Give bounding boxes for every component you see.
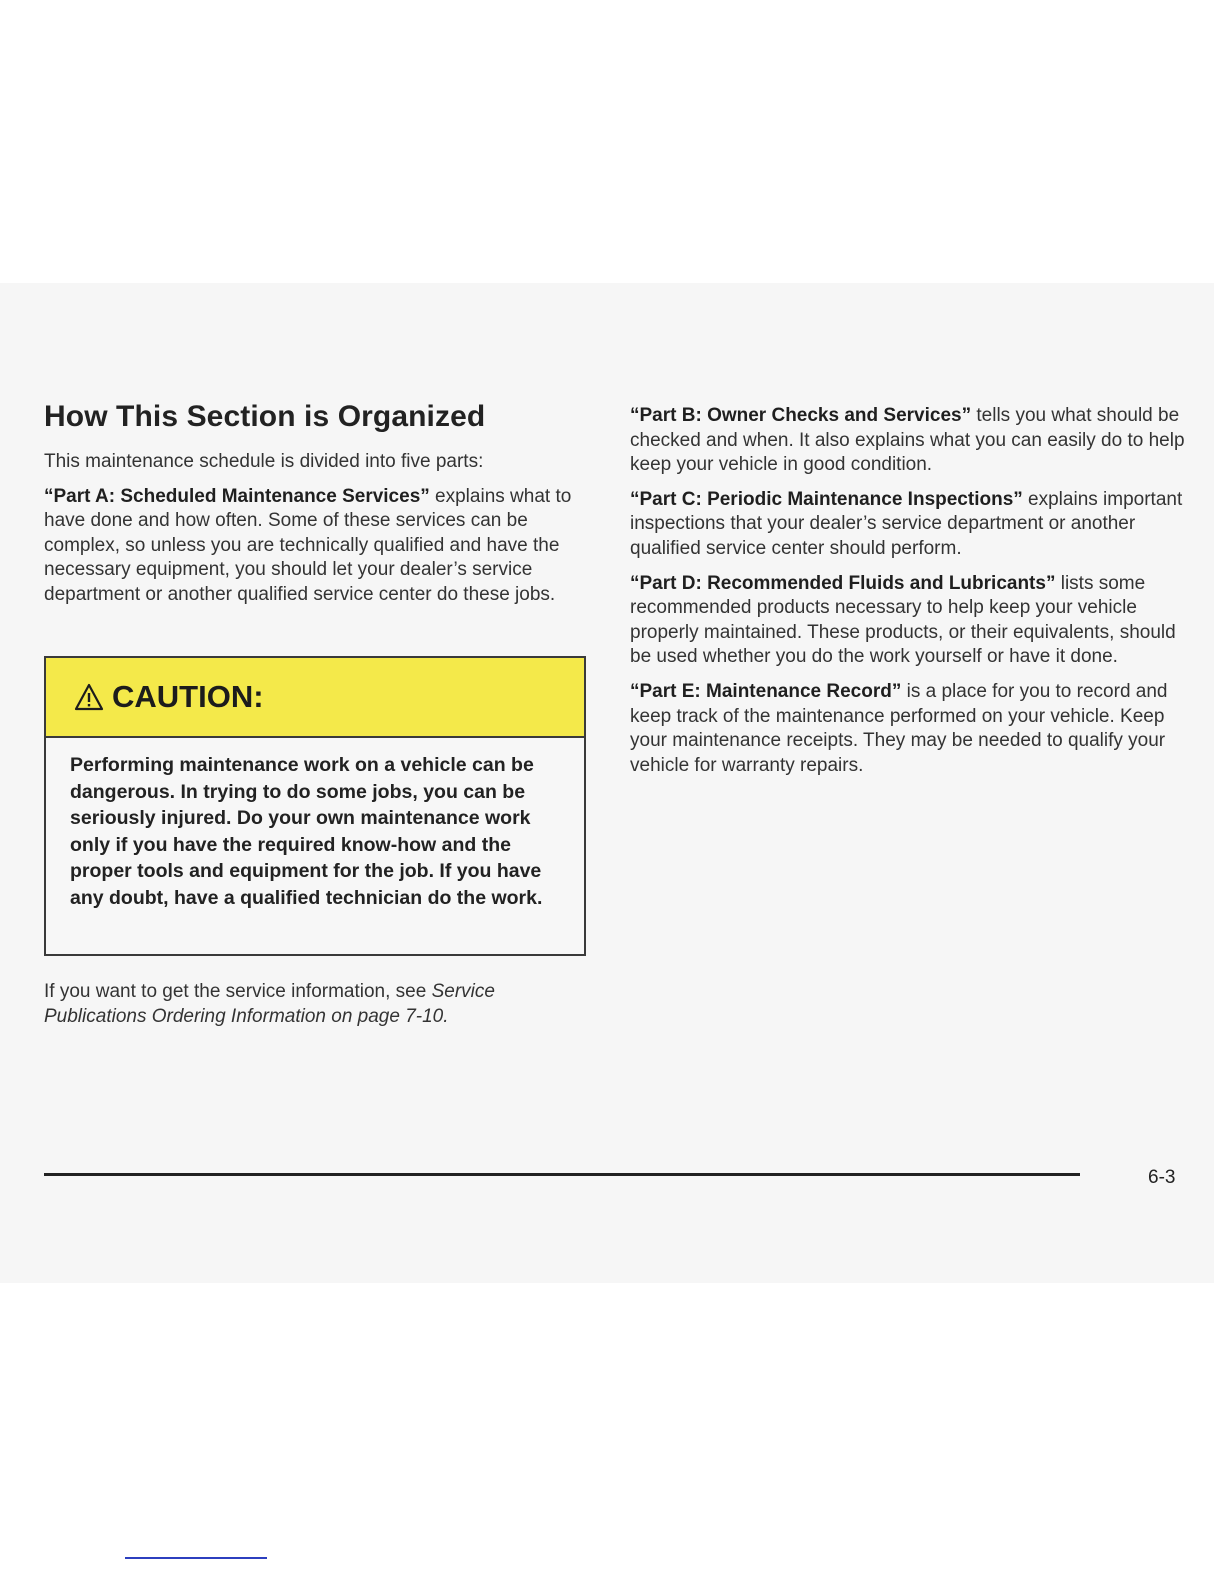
service-info-block bbox=[44, 980, 592, 1039]
part-c-paragraph bbox=[630, 488, 1190, 562]
caution-header bbox=[46, 658, 584, 738]
right-column bbox=[630, 404, 1190, 788]
page-number: 6-3 bbox=[1148, 1167, 1176, 1188]
service-info-paragraph bbox=[44, 980, 592, 1029]
part-d-lead: “Part D: Recommended Fluids and Lubricants” bbox=[630, 572, 1056, 594]
caution-title: CAUTION: bbox=[112, 679, 264, 714]
part-b-paragraph bbox=[630, 404, 1190, 478]
part-e-paragraph bbox=[630, 680, 1190, 778]
part-d-paragraph bbox=[630, 572, 1190, 670]
intro-paragraph: This maintenance schedule is divided into five parts: bbox=[44, 451, 484, 472]
part-a-text: explains what to have done and how often. Some of these services can be complex, so unless you are technically qualified and have the necessary equipment, you should let your dealer’s service department or another qualified service center do these jobs. bbox=[44, 485, 572, 605]
part-d-text: lists some recommended products necessary to help keep your vehicle properly maintained. These products, or their equivalents, should be used whether you do the work yourself or have it done. bbox=[630, 572, 1176, 668]
service-info-ref: Service Publications Ordering Information on page 7-10. bbox=[44, 981, 495, 1027]
left-column bbox=[44, 400, 592, 618]
part-a-paragraph bbox=[44, 485, 592, 608]
warning-triangle-icon bbox=[74, 683, 104, 711]
caution-body: Performing maintenance work on a vehicle can be dangerous. In trying to do some jobs, you can be seriously injured. Do your own maintenance work only if you have the required know-how and the proper tools and equipment for the job. If you have any doubt, have a qualified technician do the work. bbox=[70, 754, 543, 909]
part-b-lead: “Part B: Owner Checks and Services” bbox=[630, 405, 972, 426]
service-info-text: If you want to get the service information, see bbox=[44, 981, 432, 1002]
caution-box bbox=[44, 656, 586, 956]
part-c-lead: “Part C: Periodic Maintenance Inspections” bbox=[630, 488, 1023, 510]
part-a-lead: “Part A: Scheduled Maintenance Services” bbox=[44, 485, 430, 507]
part-c-text: explains important inspections that your dealer’s service department or another qualified service center should perform. bbox=[630, 488, 1183, 559]
footer-rule bbox=[44, 1173, 1080, 1176]
part-e-lead: “Part E: Maintenance Record” bbox=[630, 680, 902, 702]
link-underline bbox=[125, 1557, 267, 1559]
section-heading: How This Section is Organized bbox=[44, 400, 486, 433]
part-b-text: tells you what should be checked and when. It also explains what you can easily do to help keep your vehicle in good condition. bbox=[630, 405, 1185, 476]
part-e-text: is a place for you to record and keep track of the maintenance performed on your vehicle. Keep your maintenance receipts. They may be needed to qualify your vehicle for warranty repairs. bbox=[630, 680, 1168, 776]
